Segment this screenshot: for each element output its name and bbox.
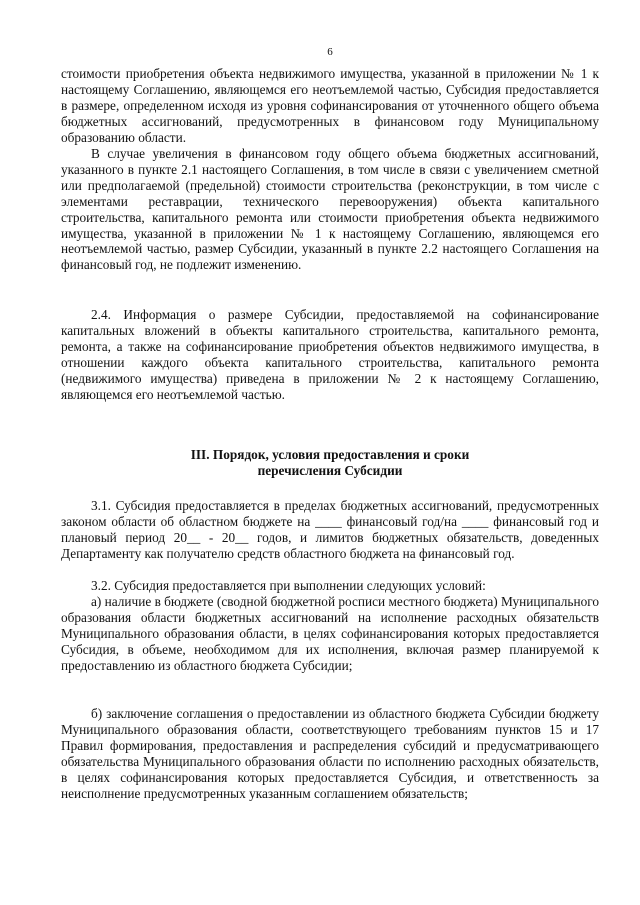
paragraph-2-4: 2.4. Информация о размере Субсидии, предоставляемой на софинансирование капитальных вложений в объекты капитального строительства, капитального ремонта, ремонта, а также на софинансирование приобретения объектов недвижимого имущества, в отношении каждого объекта капитального строительства, капитального ремонта (недвижимого имущества) приведена в приложении № 2 к настоящему Соглашению, являющемся его неотъемлемой частью. (61, 307, 599, 402)
paragraph-condition-b: б) заключение соглашения о предоставлении из областного бюджета Субсидии бюджету Муниципального образования области, соответствующего требованиям пунктов 15 и 17 Правил формирования, предоставления и распределения субсидий и предусматривающего обязательства Муниципального образования области по исполнению расходных обязательств, в целях софинансирования которых предоставляется Субсидия, и ответственность за неисполнение предусмотренных указанным соглашением обязательств; (61, 706, 599, 801)
paragraph-condition-a: а) наличие в бюджете (сводной бюджетной росписи местного бюджета) Муниципального образования области бюджетных ассигнований на исполнение расходных обязательств Муниципального образования области, в целях софинансирования которых предоставляется Субсидия, в объеме, необходимом для их исполнения, включая размер планируемой к предоставлению из областного бюджета Субсидии; (61, 594, 600, 673)
paragraph-continuation: стоимости приобретения объекта недвижимого имущества, указанной в приложении № 1 к настоящему Соглашению, являющемся его неотъемлемой частью, Субсидия предоставляется в размере, определенном исходя из уровня софинансирования от уточненного общего объема бюджетных ассигнований, предусмотренных в финансовом году Муниципальному образованию области. (61, 66, 599, 145)
section-heading (61, 447, 599, 479)
section-heading-line2: перечисления Субсидии (257, 463, 403, 478)
paragraph-3-1: 3.1. Субсидия предоставляется в пределах бюджетных ассигнований, предусмотренных законом области об областном бюджете на ____ финансовый год/на ____ финансовый год и плановый период 20__ - 20__ годов, и лимитов бюджетных обязательств, доведенных Департаменту как получателю средств областного бюджета на финансовый год. (61, 498, 599, 561)
paragraph-increase-case: В случае увеличения в финансовом году общего объема бюджетных ассигнований, указанного в пункте 2.1 настоящего Соглашения, в том числе в связи с увеличением сметной или предполагаемой (предельной) стоимости строительства (реконструкции, в том числе с элементами реставрации, технического перевооружения) объекта капитального строительства, капитального ремонта или стоимости приобретения объекта недвижимого имущества, указанной в приложении № 1 к настоящему Соглашению, являющемся его неотъемлемой частью, размер Субсидии, указанный в пункте 2.2 настоящего Соглашения на финансовый год, не подлежит изменению. (61, 146, 599, 273)
paragraph-3-2: 3.2. Субсидия предоставляется при выполнении следующих условий: (91, 578, 486, 593)
page-number: 6 (327, 46, 333, 58)
section-heading-line1: III. Порядок, условия предоставления и сроки (190, 447, 470, 462)
